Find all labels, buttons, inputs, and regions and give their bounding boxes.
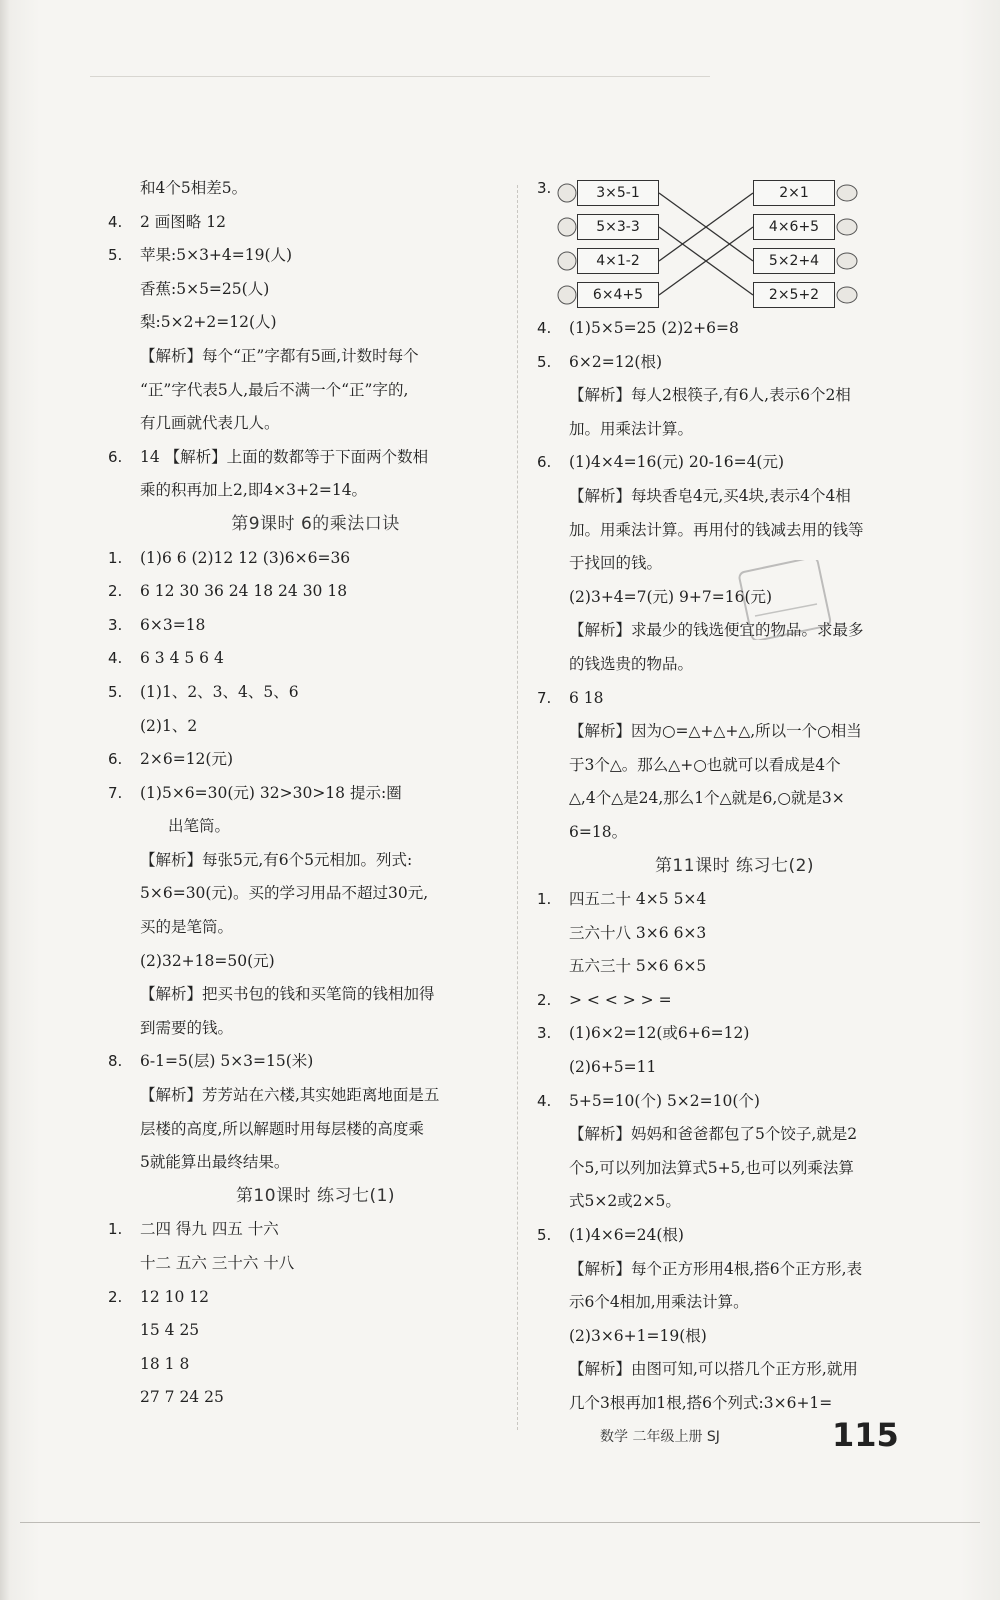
answer-item: [108, 206, 503, 240]
answer-text: (1)6 6 (2)12 12 (3)6×6=36: [140, 548, 351, 567]
answer-item: [108, 441, 503, 475]
analysis-text: 【解析】由图可知,可以搭几个正方形,就用: [569, 1360, 858, 1379]
fruit-icon: [837, 219, 857, 235]
answer-line: [537, 1051, 932, 1085]
answer-line: [108, 877, 503, 911]
question-number: 5.: [108, 246, 123, 265]
answer-text: 苹果:5×3+4=19(人): [140, 246, 293, 265]
answer-text: “正”字代表5人,最后不满一个“正”字的,: [140, 380, 409, 399]
analysis-text: 【解析】妈妈和爸爸都包了5个饺子,就是2: [569, 1125, 858, 1144]
answer-text: 14 【解析】上面的数都等于下面两个数相: [140, 447, 429, 466]
answer-item: [537, 312, 932, 346]
question-number: 5.: [537, 352, 552, 371]
page-number: 115: [832, 1416, 899, 1454]
answer-text: 6=18。: [569, 822, 628, 841]
analysis-text: 【解析】每个“正”字都有5画,计数时每个: [140, 346, 419, 365]
answer-line: [108, 306, 503, 340]
answer-line: [537, 1320, 932, 1354]
answer-text: 的钱选贵的物品。: [569, 654, 694, 673]
answer-item: [537, 1085, 932, 1119]
right-expression-box: 2×5+2: [753, 282, 835, 308]
answer-item: [108, 676, 503, 710]
question-number: 1.: [537, 890, 552, 909]
footer-subject: 数学 二年级上册 SJ: [600, 1429, 720, 1445]
answer-text: (1)6×2=12(或6+6=12): [569, 1024, 750, 1043]
answer-item: [537, 446, 932, 480]
question-number: 5.: [537, 1226, 552, 1245]
answer-line: [108, 945, 503, 979]
answer-text: (1)4×6=24(根): [569, 1226, 684, 1245]
answer-line: [537, 1286, 932, 1320]
question-number: 6.: [108, 447, 123, 466]
fruit-icon: [837, 185, 857, 201]
left-column: [108, 172, 503, 1415]
analysis-text: 【解析】芳芳站在六楼,其实她距离地面是五: [140, 1086, 440, 1105]
answer-text: > < < > > =: [569, 990, 672, 1009]
answer-line: [537, 816, 932, 850]
answer-line: [108, 1079, 503, 1113]
question-number: 4.: [108, 212, 123, 231]
answer-item: [108, 777, 503, 811]
answer-line: [108, 978, 503, 1012]
answer-line: [108, 1348, 503, 1382]
answer-item: [537, 682, 932, 716]
answer-text: 18 1 8: [140, 1354, 190, 1373]
answer-line: [537, 413, 932, 447]
answer-item: [108, 1213, 503, 1247]
answer-item: [537, 883, 932, 917]
answer-line: [108, 844, 503, 878]
answer-text: 二四 得九 四五 十六: [140, 1220, 279, 1239]
answer-item: [108, 1281, 503, 1315]
answer-text: (2)1、2: [140, 716, 198, 735]
answer-line: [108, 273, 503, 307]
answer-text: 个5,可以列加法算式5+5,也可以列乘法算: [569, 1158, 854, 1177]
answer-text: 香蕉:5×5=25(人): [140, 279, 270, 298]
question-number: 2.: [108, 582, 123, 601]
page-footer: [600, 1416, 920, 1456]
question-number: 5.: [108, 682, 123, 701]
analysis-text: 【解析】求最少的钱选便宜的物品。求最多: [569, 621, 864, 640]
answer-line: [108, 1146, 503, 1180]
answer-text: 6-1=5(层) 5×3=15(米): [140, 1052, 314, 1071]
answer-text: 15 4 25: [140, 1321, 200, 1340]
answer-text: (1)5×5=25 (2)2+6=8: [569, 319, 739, 337]
answer-item: [108, 743, 503, 777]
answer-text: (1)4×4=16(元) 20-16=4(元): [569, 453, 785, 472]
answer-text: 于3个△。那么△+○也就可以看成是4个: [569, 755, 841, 774]
answer-text: (2)6+5=11: [569, 1058, 657, 1077]
answer-line: [108, 710, 503, 744]
fruit-icon: [837, 287, 857, 303]
analysis-text: 【解析】因为○=△+△+△,所以一个○相当: [569, 722, 862, 741]
answer-line: [537, 480, 932, 514]
answer-line: [108, 1247, 503, 1281]
answer-line: [537, 379, 932, 413]
answer-text: 三六十八 3×6 6×3: [569, 923, 707, 942]
answer-text: 五六三十 5×6 6×5: [569, 957, 707, 976]
question-number: 6.: [108, 750, 123, 769]
right-column: [537, 172, 932, 1421]
question-number: 7.: [537, 688, 552, 707]
answer-text: 示6个4相加,用乘法计算。: [569, 1293, 749, 1312]
answer-line: [537, 1152, 932, 1186]
answer-text: 四五二十 4×5 5×4: [569, 890, 707, 909]
answer-text: (2)32+18=50(元): [140, 951, 275, 970]
answer-line: [537, 648, 932, 682]
answer-line: [537, 782, 932, 816]
answer-text: 6 18: [569, 688, 604, 707]
answer-item: [108, 1045, 503, 1079]
answer-text: 和4个5相差5。: [140, 179, 248, 197]
answer-line: [537, 749, 932, 783]
answer-line: [108, 340, 503, 374]
answer-line: [108, 1113, 503, 1147]
question-number: 2.: [108, 1287, 123, 1306]
answer-item: [108, 609, 503, 643]
analysis-text: 【解析】每块香皂4元,买4块,表示4个4相: [569, 486, 851, 505]
question-number: 2.: [537, 990, 552, 1009]
answer-text: 层楼的高度,所以解题时用每层楼的高度乘: [140, 1119, 424, 1138]
fruit-icon: [558, 184, 576, 202]
matching-diagram: [537, 172, 932, 312]
answer-text: 2 画图略 12: [140, 212, 226, 231]
answer-line: [537, 1118, 932, 1152]
answer-line: [108, 374, 503, 408]
answer-text: 加。用乘法计算。: [569, 419, 694, 438]
answer-line: [537, 950, 932, 984]
answer-text: 27 7 24 25: [140, 1388, 224, 1407]
analysis-text: 【解析】把买书包的钱和买笔筒的钱相加得: [140, 985, 435, 1004]
analysis-text: 【解析】每张5元,有6个5元相加。列式:: [140, 850, 413, 869]
analysis-text: 【解析】每个正方形用4根,搭6个正方形,表: [569, 1259, 863, 1278]
column-divider: [517, 185, 519, 1430]
answer-item: [537, 346, 932, 380]
answer-text: 6 3 4 5 6 4: [140, 649, 224, 668]
answer-text: 十二 五六 三十六 十八: [140, 1254, 295, 1272]
fruit-icon: [558, 286, 576, 304]
answer-text: (2)3×6+1=19(根): [569, 1326, 707, 1345]
answer-line: [537, 1353, 932, 1387]
question-number: 3.: [537, 179, 552, 197]
section-heading: 第11课时 练习七(2): [654, 855, 815, 876]
answer-line: [108, 172, 503, 206]
answer-text: 12 10 12: [140, 1287, 210, 1306]
question-number: 7.: [108, 783, 123, 802]
answer-text: 有几画就代表几人。: [140, 414, 280, 433]
answer-item: [108, 575, 503, 609]
top-divider: [90, 76, 710, 77]
right-expression-box: 4×6+5: [753, 214, 835, 240]
section-heading: 第9课时 6的乘法口诀: [231, 513, 400, 534]
answer-line: [537, 917, 932, 951]
answer-text: 到需要的钱。: [140, 1018, 234, 1037]
right-expression-box: 5×2+4: [753, 248, 835, 274]
answer-text: 几个3根再加1根,搭6个列式:3×6+1=: [569, 1394, 833, 1412]
left-expression-box: 3×5-1: [577, 180, 659, 206]
answer-line: [108, 1381, 503, 1415]
question-number: 1.: [108, 548, 123, 567]
answer-line: [108, 911, 503, 945]
answer-line: [108, 1012, 503, 1046]
section-heading: 第10课时 练习七(1): [235, 1185, 396, 1206]
left-expression-box: 4×1-2: [577, 248, 659, 274]
answer-text: 6×3=18: [140, 615, 206, 634]
question-number: 3.: [537, 1024, 552, 1043]
question-number: 8.: [108, 1052, 123, 1071]
question-number: 3.: [108, 615, 123, 634]
answer-text: (2)3+4=7(元) 9+7=16(元): [569, 587, 773, 606]
answer-line: [537, 715, 932, 749]
answer-item: [108, 239, 503, 273]
fruit-icon: [837, 253, 857, 269]
left-expression-box: 6×4+5: [577, 282, 659, 308]
answer-text: (1)5×6=30(元) 32>30>18 提示:圈: [140, 783, 402, 802]
answer-text: 6 12 30 36 24 18 24 30 18: [140, 582, 348, 601]
answer-item: [108, 542, 503, 576]
watermark-stamp: [725, 560, 845, 640]
answer-text: 5×6=30(元)。买的学习用品不超过30元,: [140, 884, 429, 903]
question-number: 4.: [537, 319, 552, 337]
answer-text: 买的是笔筒。: [140, 918, 234, 937]
answer-text: 6×2=12(根): [569, 352, 663, 371]
fruit-icon: [558, 218, 576, 236]
answer-text: 式5×2或2×5。: [569, 1192, 681, 1211]
answer-text: △,4个△是24,那么1个△就是6,○就是3×: [569, 789, 845, 808]
answer-line: [108, 474, 503, 508]
answer-line: [108, 810, 503, 844]
answer-line: [537, 514, 932, 548]
left-expression-box: 5×3-3: [577, 214, 659, 240]
answer-item: [537, 1219, 932, 1253]
answer-text: 5就能算出最终结果。: [140, 1153, 290, 1172]
answer-text: 乘的积再加上2,即4×3+2=14。: [140, 481, 368, 500]
answer-text: 加。用乘法计算。再用付的钱减去用的钱等: [569, 520, 864, 539]
right-expression-box: 2×1: [753, 180, 835, 206]
question-number: 1.: [108, 1220, 123, 1239]
answer-text: 出笔筒。: [168, 817, 231, 836]
answer-text: 梨:5×2+2=12(人): [140, 313, 277, 332]
answer-item: [537, 1017, 932, 1051]
answer-line: [108, 407, 503, 441]
answer-item: [537, 984, 932, 1018]
answer-line: [537, 1253, 932, 1287]
answer-text: 5+5=10(个) 5×2=10(个): [569, 1091, 760, 1110]
answer-text: (1)1、2、3、4、5、6: [140, 682, 299, 701]
analysis-text: 【解析】每人2根筷子,有6人,表示6个2相: [569, 386, 851, 405]
question-number: 6.: [537, 453, 552, 472]
bottom-divider: [20, 1522, 980, 1523]
answer-item: [108, 642, 503, 676]
question-number: 4.: [108, 649, 123, 668]
answer-line: [537, 1185, 932, 1219]
answer-line: [108, 1314, 503, 1348]
fruit-icon: [558, 252, 576, 270]
answer-text: 于找回的钱。: [569, 554, 663, 573]
answer-text: 2×6=12(元): [140, 750, 234, 769]
question-number: 4.: [537, 1091, 552, 1110]
